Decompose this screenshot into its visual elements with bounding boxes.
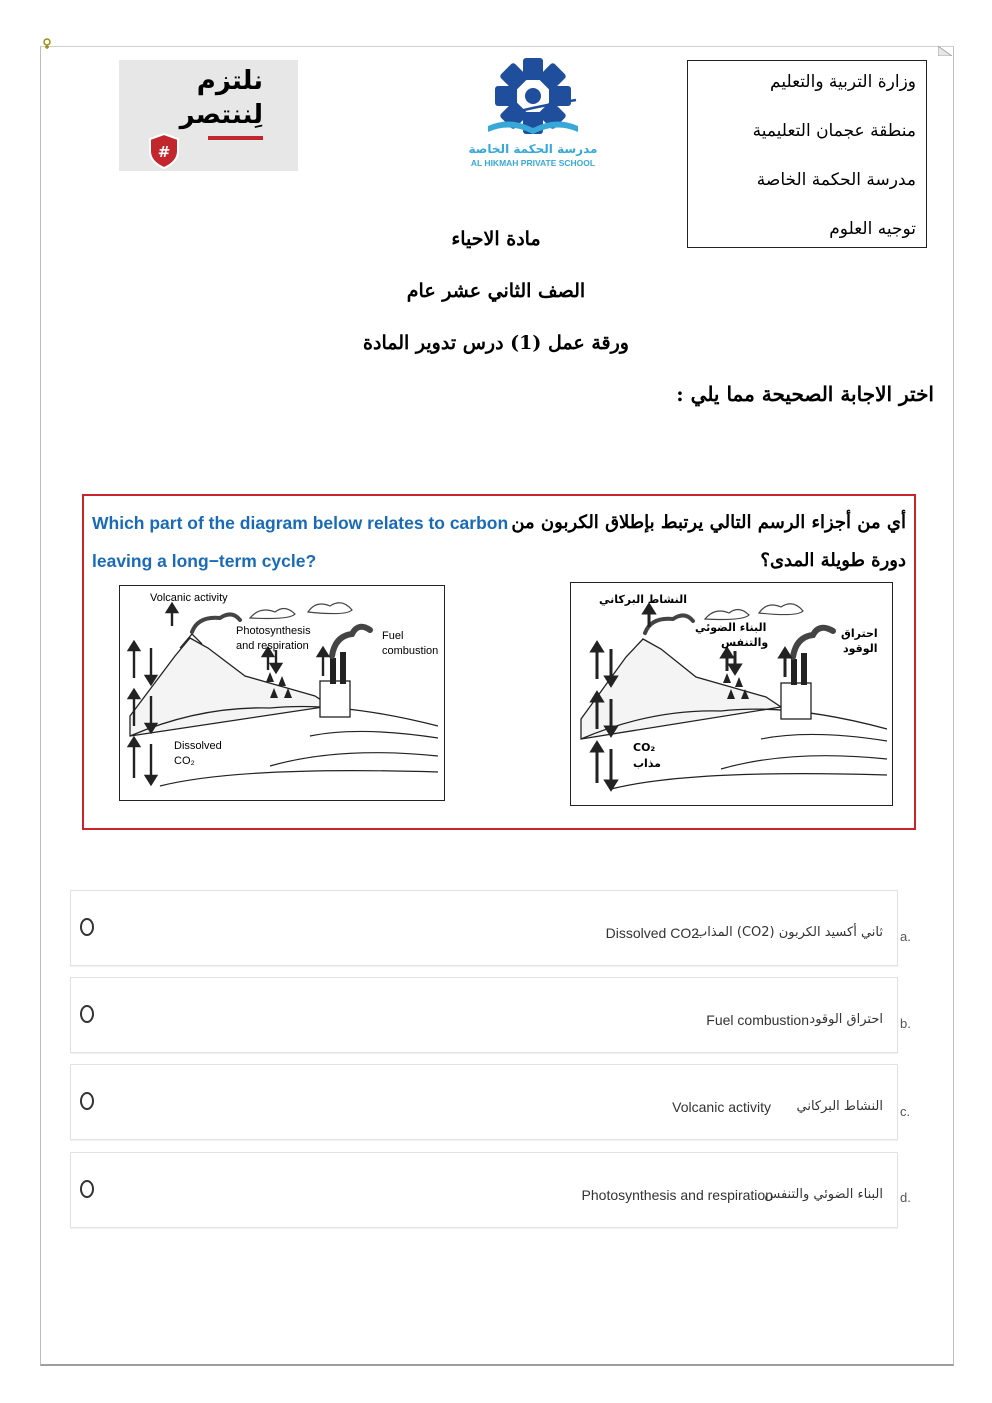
radio-b[interactable] bbox=[80, 1005, 94, 1023]
page-corner-fold-icon bbox=[938, 46, 952, 56]
slogan-badge bbox=[119, 60, 298, 171]
header-box bbox=[687, 60, 927, 248]
logo-english-name: AL HIKMAH PRIVATE SCHOOL bbox=[470, 158, 596, 168]
label-photosynthesis: Photosynthesis bbox=[236, 625, 311, 637]
label-fuel: Fuel bbox=[382, 630, 404, 642]
school-logo bbox=[448, 56, 618, 176]
logo-arabic-name: مدرسة الحكمة الخاصة bbox=[468, 142, 598, 156]
department-line: توجيه العلوم bbox=[829, 219, 916, 239]
anchor-mark-icon bbox=[42, 38, 52, 50]
label-ar-fuel: احتراق bbox=[841, 627, 878, 640]
shield-icon bbox=[147, 132, 181, 170]
carbon-cycle-diagram-arabic bbox=[571, 583, 892, 805]
diagram-arabic bbox=[570, 582, 893, 806]
label-ar-fuel-2: الوقود bbox=[843, 642, 878, 655]
slogan-line-1: نلتزم bbox=[196, 66, 263, 96]
ministry-line: وزارة التربية والتعليم bbox=[770, 72, 916, 92]
question-english: Which part of the diagram below relates to carbon leaving a long−term cycle? bbox=[92, 513, 509, 571]
zone-line: منطقة عجمان التعليمية bbox=[752, 121, 916, 141]
option-b-arabic: احتراق الوقود bbox=[809, 1012, 883, 1027]
option-a-english: Dissolved CO2 bbox=[605, 925, 699, 941]
option-c-letter: c. bbox=[900, 1104, 911, 1119]
label-respiration: and respiration bbox=[236, 640, 309, 652]
radio-c[interactable] bbox=[80, 1092, 94, 1110]
option-c[interactable] bbox=[70, 1064, 898, 1140]
diagram-english bbox=[119, 585, 445, 801]
slogan-underline bbox=[208, 136, 263, 140]
subject-title: مادة الاحياء bbox=[451, 228, 541, 250]
option-d[interactable] bbox=[70, 1152, 898, 1228]
label-co2: CO₂ bbox=[174, 755, 195, 767]
slogan-hashtag: # bbox=[157, 143, 171, 161]
question-box bbox=[82, 494, 916, 830]
label-combustion: combustion bbox=[382, 645, 439, 657]
option-d-english: Photosynthesis and respiration bbox=[581, 1187, 773, 1203]
option-d-arabic: البناء الضوئي والتنفس bbox=[764, 1187, 883, 1202]
option-c-arabic: النشاط البركاني bbox=[796, 1099, 883, 1114]
label-ar-photosynthesis: البناء الضوئي bbox=[695, 621, 767, 634]
option-b[interactable] bbox=[70, 977, 898, 1053]
school-line: مدرسة الحكمة الخاصة bbox=[756, 170, 916, 190]
option-b-english: Fuel combustion bbox=[706, 1012, 809, 1028]
label-ar-respiration: والتنفس bbox=[721, 636, 769, 649]
option-a-letter: a. bbox=[900, 929, 911, 944]
option-d-letter: d. bbox=[900, 1190, 911, 1205]
radio-a[interactable] bbox=[80, 918, 94, 936]
radio-d[interactable] bbox=[80, 1180, 94, 1198]
label-ar-volcanic: النشاط البركاني bbox=[599, 593, 687, 606]
slogan-line-2: لِننتصر bbox=[179, 100, 263, 130]
carbon-cycle-diagram-english bbox=[120, 586, 444, 800]
label-volcanic: Volcanic activity bbox=[150, 592, 228, 604]
option-c-english: Volcanic activity bbox=[672, 1099, 771, 1115]
instruction-text: اختر الاجابة الصحيحة مما يلي : bbox=[676, 382, 934, 406]
option-b-letter: b. bbox=[900, 1016, 911, 1031]
option-a[interactable] bbox=[70, 890, 898, 966]
worksheet-title: ورقة عمل (1) درس تدوير المادة bbox=[363, 332, 629, 354]
label-dissolved: Dissolved bbox=[174, 740, 222, 752]
option-a-arabic: ثاني أكسيد الكربون (CO2) المذاب bbox=[694, 925, 883, 940]
label-ar-dissolved: مذاب bbox=[633, 757, 661, 770]
question-arabic: أي من أجزاء الرسم التالي يرتبط بإطلاق الكربون من دورة طويلة المدى؟ bbox=[511, 512, 906, 571]
grade-title: الصف الثاني عشر عام bbox=[406, 280, 586, 302]
label-ar-co2: CO₂ bbox=[633, 741, 656, 754]
